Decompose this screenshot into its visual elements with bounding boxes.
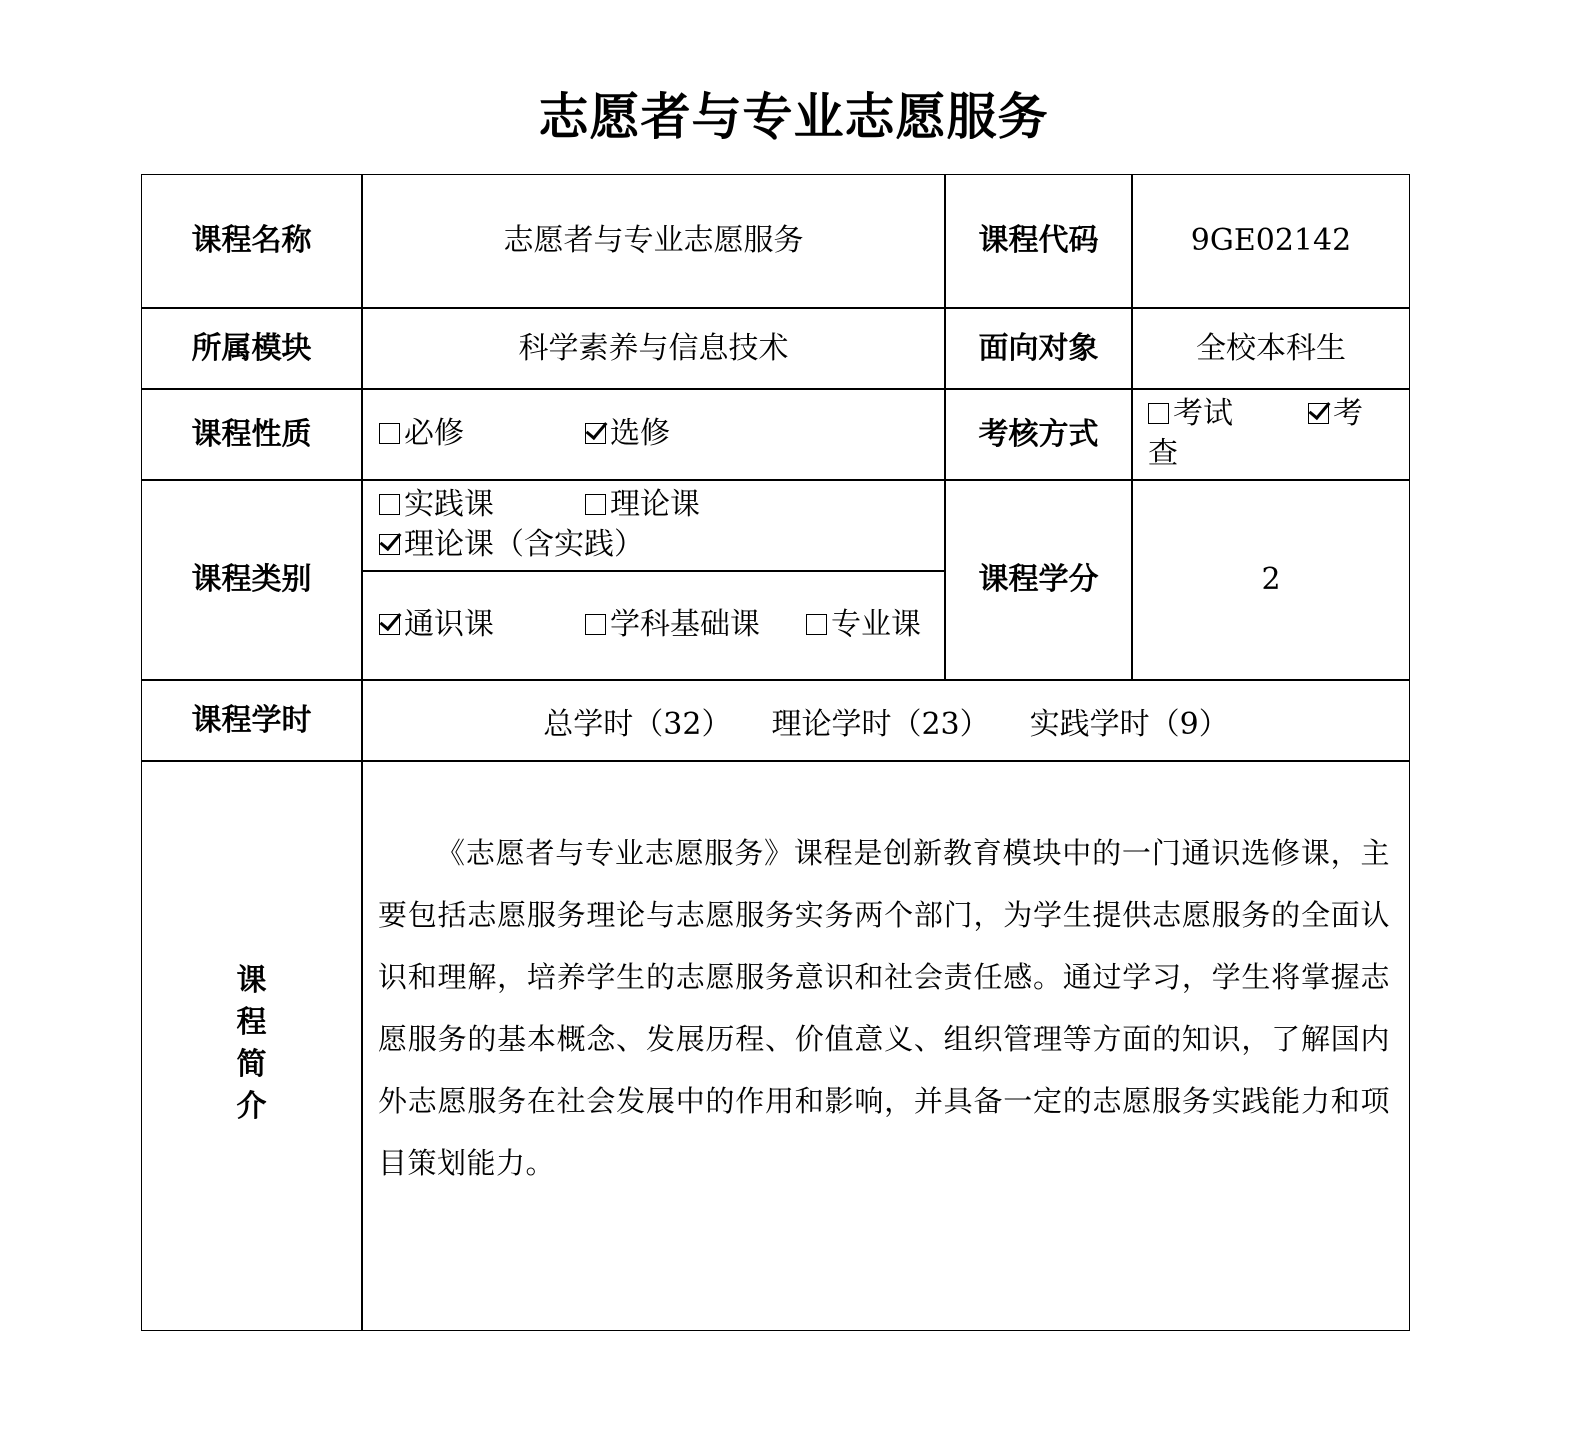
checkbox-icon[interactable] — [379, 494, 400, 515]
row-divider — [362, 570, 945, 572]
option-label: 通识课 — [404, 607, 494, 642]
category-option-practice[interactable] — [379, 485, 494, 525]
intro-label-char: 程 — [236, 1005, 267, 1040]
audience-label: 面向对象 — [978, 330, 1099, 366]
checkbox-checked-icon[interactable] — [1308, 403, 1329, 424]
practice-hours: 实践学时（9） — [1029, 706, 1229, 742]
checkbox-checked-icon[interactable] — [379, 534, 400, 555]
category-option-theory-practice[interactable] — [379, 525, 644, 565]
total-hours: 总学时（32） — [543, 706, 732, 742]
intro-text: 《志愿者与专业志愿服务》课程是创新教育模块中的一门通识选修课，主要包括志愿服务理论与志愿服务实务两个部门，为学生提供志愿服务的全面认识和理解，培养学生的志愿服务意识和社会责任感。通过学习，学生将掌握志愿服务的基本概念、发展历程、价值意义、组织管理等方面的知识，了解国内外志愿服务在社会发展中的作用和影响，并具备一定的志愿服务实践能力和项目策划能力。 — [378, 836, 1390, 1180]
option-label: 实践课 — [404, 487, 494, 522]
checkbox-icon[interactable] — [585, 614, 606, 635]
assessment-label: 考核方式 — [978, 416, 1099, 452]
course-name-value: 志愿者与专业志愿服务 — [503, 223, 804, 258]
assessment-option-wrap: 查 — [1148, 436, 1178, 471]
audience-value: 全校本科生 — [1196, 330, 1346, 366]
nature-label: 课程性质 — [191, 416, 312, 452]
category-option-general[interactable] — [379, 605, 494, 645]
option-label: 必修 — [404, 416, 464, 451]
option-label: 理论课（含实践） — [404, 527, 644, 562]
option-label: 专业课 — [831, 607, 921, 642]
course-code-value: 9GE02142 — [1190, 223, 1352, 258]
intro-label — [141, 960, 362, 1128]
option-label: 考试 — [1173, 396, 1233, 431]
theory-hours: 理论学时（23） — [771, 706, 990, 742]
credits-label: 课程学分 — [978, 562, 1099, 597]
checkbox-icon[interactable] — [1148, 403, 1169, 424]
checkbox-icon[interactable] — [379, 423, 400, 444]
nature-option-required[interactable] — [379, 414, 464, 454]
checkbox-checked-icon[interactable] — [585, 423, 606, 444]
category-option-theory[interactable] — [585, 485, 700, 525]
document-title: 志愿者与专业志愿服务 — [538, 88, 1049, 146]
checkbox-checked-icon[interactable] — [379, 614, 400, 635]
intro-label-char: 简 — [236, 1047, 267, 1082]
module-value: 科学素养与信息技术 — [518, 330, 789, 366]
option-label: 理论课 — [610, 487, 700, 522]
nature-option-elective[interactable] — [585, 414, 670, 454]
intro-label-char: 课 — [236, 963, 267, 998]
course-name-label: 课程名称 — [191, 223, 312, 258]
hours-label: 课程学时 — [191, 702, 312, 738]
assessment-option-exam[interactable] — [1148, 394, 1233, 434]
category-label: 课程类别 — [191, 562, 312, 597]
intro-label-char: 介 — [236, 1089, 267, 1124]
checkbox-icon[interactable] — [585, 494, 606, 515]
option-label: 考 — [1333, 396, 1363, 431]
category-option-major[interactable] — [806, 605, 921, 645]
credits-value: 2 — [1261, 562, 1281, 597]
option-label: 选修 — [610, 416, 670, 451]
assessment-option-review[interactable] — [1308, 394, 1363, 434]
checkbox-icon[interactable] — [806, 614, 827, 635]
course-code-label: 课程代码 — [978, 223, 1099, 258]
category-option-foundation[interactable] — [585, 605, 760, 645]
module-label: 所属模块 — [191, 330, 312, 366]
option-label: 学科基础课 — [610, 607, 760, 642]
hours-values — [362, 680, 1410, 761]
